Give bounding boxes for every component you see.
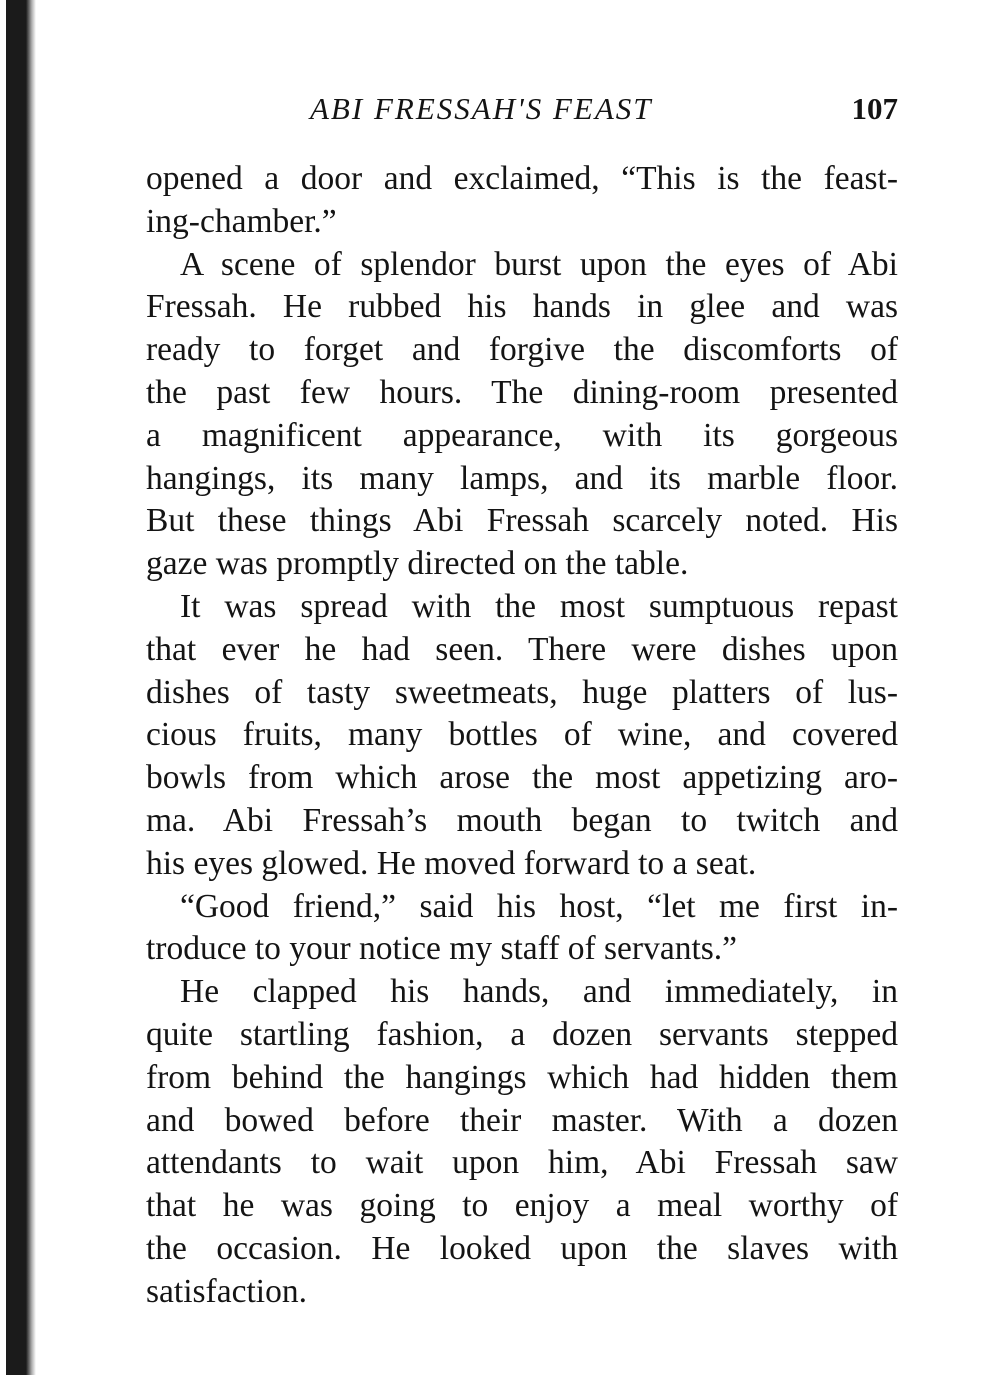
text-line: attendants to wait upon him, Abi Fressah saw [146,1144,898,1182]
text-line: hangings, its many lamps, and its marble floor. [146,459,898,497]
text-line: cious fruits, many bottles of wine, and covered [146,716,898,754]
text-line: gaze was promptly directed on the table. [146,545,689,583]
text-line: A scene of splendor burst upon the eyes of Abi [180,245,898,283]
text-line: ma. Abi Fressah’s mouth began to twitch and [146,801,898,839]
text-line: He clapped his hands, and immediately, in [180,973,898,1011]
text-line: dishes of tasty sweetmeats, huge platters of lus- [146,673,898,711]
text-line: satisfaction. [146,1272,307,1310]
text-line: It was spread with the most sumptuous repast [180,587,898,625]
page-binding-edge [6,0,36,1375]
text-line: that ever he had seen. There were dishes upon [146,630,898,668]
text-line: the occasion. He looked upon the slaves with [146,1229,898,1267]
page-number: 107 [851,91,898,126]
text-line: troduce to your notice my staff of servants.” [146,930,738,968]
text-line: the past few hours. The dining-room presented [146,373,898,411]
text-line: opened a door and exclaimed, “This is the feast- [146,160,898,197]
text-line: from behind the hangings which had hidden them [146,1058,898,1096]
text-line: and bowed before their master. With a dozen [146,1101,898,1139]
text-line: quite startling fashion, a dozen servants stepped [146,1015,898,1053]
text-line: ready to forget and forgive the discomforts of [146,331,898,369]
text-line: “Good friend,” said his host, “let me first in- [180,887,898,925]
text-line: a magnificent appearance, with its gorgeous [146,416,898,454]
running-title: ABI FRESSAH'S FEAST [310,91,653,126]
text-line: But these things Abi Fressah scarcely noted. His [146,502,898,540]
text-line: bowls from which arose the most appetizing aro- [146,759,898,797]
text-line: Fressah. He rubbed his hands in glee and was [146,288,898,326]
page-header [146,91,898,131]
text-line: his eyes glowed. He moved forward to a seat. [146,844,757,882]
text-line: ing-chamber.” [146,202,337,240]
body-text [146,158,898,1314]
text-line: that he was going to enjoy a meal worthy of [146,1187,898,1225]
